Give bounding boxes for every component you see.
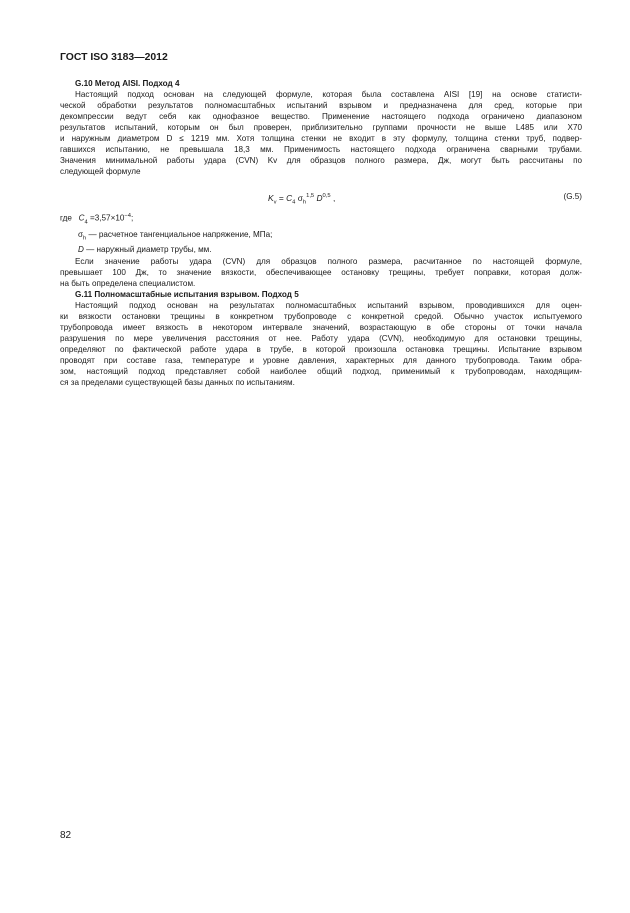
text-line: декомпрессии ведут себя как однофазное вещество. Применение настоящего подхода ограничено диапазоном [60,112,582,122]
formula-number: (G.5) [563,192,582,202]
text-line: ческой обработки результатов полномасштабных испытаний взрывом и предназначена для сред, которые при [60,101,582,111]
variable-c4 [60,211,582,228]
document-header: ГОСТ ISO 3183—2012 [60,52,168,63]
variable-sigma-description: — расчетное тангенциальное напряжение, МПа; [86,229,273,239]
text-line: разрушения по мере увеличения расстояния от нее. Работу удара (CVN), необходимую для остановки трещины, [60,333,582,343]
variable-c4-end: ; [130,214,134,224]
formula-variables [60,211,582,255]
formula-sigma-exponent: 1,5 [306,193,315,200]
paragraph-g10-note [60,256,582,289]
text-line: Если значение работы удара (CVN) для образцов полного размера, расчитанное по настоящей формуле, [75,256,582,266]
variable-c4-value: =3,57×10 [90,214,125,224]
paragraph-g10-intro [60,89,582,177]
paragraph-g11 [60,300,582,388]
variable-d-symbol: D [78,245,84,255]
variable-d-description: — наружный диаметр трубы, мм. [83,245,212,255]
formula-sigma-symbol: σ [297,193,303,204]
text-line: на быть определена специалистом. [60,278,196,288]
variable-d [60,244,582,255]
where-label: где [60,214,72,224]
formula-c-subscript: 4 [292,199,296,206]
formula-equals: = [278,193,284,204]
formula-expression [268,191,335,209]
formula-g5 [60,183,582,209]
section-title-g10: G.10 Метод AISI. Подход 4 [75,79,180,88]
text-line: ся за пределами существующей базы данных по испытаниям. [60,378,295,388]
text-line: и наружным диаметром D ≤ 1219 мм. Хотя толщина стенки не входит в эту формулу, толщина стенки труб, подвер- [60,134,582,144]
variable-sigma [60,229,582,245]
text-line: Настоящий подход основан на результатах полномасштабных испытаний взрывом, проводившихся для оцен- [75,300,582,310]
text-line: определяют по фактической работе удара в трубе, в которой произошла остановка трещины. Испытание взрывом [60,344,582,354]
text-line: следующей формуле [60,167,141,177]
text-line: превышает 100 Дж, то значение вязкости, обеспечивающее остановку трещины, требует поправки, которая долж- [60,267,582,277]
page-content [60,78,582,388]
variable-c4-subscript: 4 [84,219,88,226]
text-line: результатов испытаний, которым он был проверен, приблизительно группами прочности не выше L485 или X70 [60,123,582,133]
text-line: проводят при составе газа, температуре и уровне давления, характерных для данного трубопровода. Таким обра- [60,355,582,365]
text-line: трубопровода имеет вязкость в некотором интервале значений, возрастающую в обе стороны от точки начала [60,322,582,332]
formula-kv-symbol: K [268,193,274,204]
formula-sigma-subscript: h [302,199,307,206]
variable-sigma-symbol: σ [78,229,84,239]
text-line: зом, настоящий подход представляет собой наиболее общий подход, применимый к трубопроводам, находящим- [60,367,582,376]
formula-kv-subscript: v [273,199,277,206]
formula-d-symbol: D [316,193,323,204]
page-number: 82 [60,830,72,841]
variable-sigma-subscript: h [83,235,87,242]
variable-c4-exponent: −4 [124,213,131,220]
formula-comma: , [332,193,336,204]
text-line: Настоящий подход основан на следующей формуле, которая была составлена AISI [19] на основе статисти- [75,90,582,100]
section-title-g11: G.11 Полномасштабные испытания взрывом. Подход 5 [75,289,299,299]
formula-c-symbol: C [286,193,293,204]
text-line: Значения минимальной работы удара (CVN) Kv для образцов полного размера, Дж, могут быть рассчитаны по [60,156,582,166]
formula-d-exponent: 0,5 [322,193,331,200]
variable-c4-symbol: C [78,214,85,224]
text-line: ки вязкости остановки трещины в конкретном трубопроводе с конкретной средой. Обычно участок испытуемого [60,311,582,321]
text-line: гавшихся испытанию, не превышала 18,3 мм. Применимость настоящего подхода ограничена сварными трубами. [60,145,582,155]
